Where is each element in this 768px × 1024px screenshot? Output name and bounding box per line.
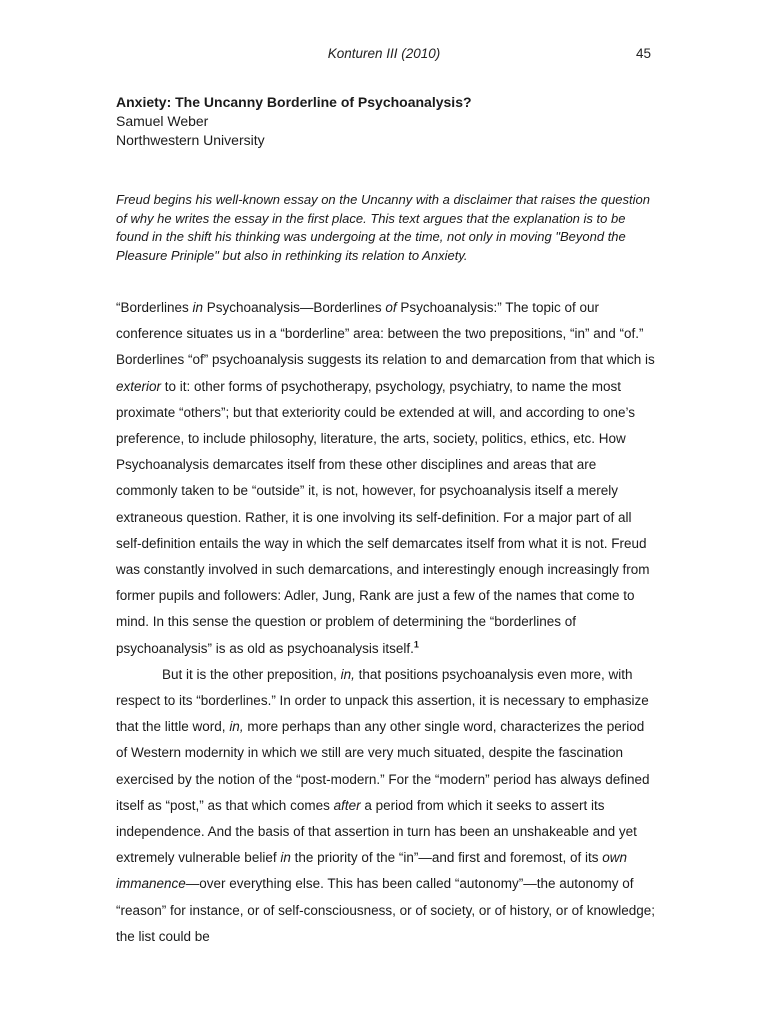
body-text bbox=[116, 295, 656, 950]
emphasis: of bbox=[385, 300, 397, 315]
emphasis: exterior bbox=[116, 378, 162, 394]
article-title: Anxiety: The Uncanny Borderline of Psychoanalysis? bbox=[116, 94, 472, 110]
emphasis: in bbox=[280, 850, 291, 866]
footnote-marker[interactable]: 1 bbox=[413, 639, 419, 650]
emphasis: after bbox=[333, 797, 361, 813]
paragraph-1-text: to it: other forms of psychotherapy, psychology, psychiatry, to name the most proximate “others”; but that exteriority could be extended at will, and according to one’s preference, to include philosophy, literature, the arts, society, politics, ethics, etc. How Psychoanalysis demarcates itself from these other disciplines and areas that are commonly taken to be “outside” it, is not, however, for psychoanalysis itself a merely extraneous question. Rather, it is one involving its self-definition. For a major part of all self-definition entails the way in which the self demarcates itself from what it is not. Freud was constantly involved in such demarcations, and interestingly enough increasingly from former pupils and followers: Adler, Jung, Rank are just a few of the names that come to mind. In this sense the question or problem of determining the “borderlines of psychoanalysis” is as old as psychoanalysis itself. bbox=[116, 378, 650, 656]
paragraph-1-text: “Borderlines bbox=[116, 300, 193, 315]
paragraph-1 bbox=[116, 295, 656, 662]
running-head: Konturen III (2010) bbox=[327, 46, 441, 61]
paragraph-2-text: that positions psychoanalysis even more, with respect to its “borderlines.” In order to unpack this assertion, it is necessary to emphasize that the little word, bbox=[116, 666, 649, 735]
author-name: Samuel Weber bbox=[116, 113, 209, 129]
paragraph-2 bbox=[116, 662, 656, 950]
paragraph-2-text: the priority of the “in”—and first and foremost, of its bbox=[290, 850, 603, 866]
emphasis: in, bbox=[229, 719, 244, 735]
paragraph-2-text: more perhaps than any other single word, characterizes the period of Western modernity in which we still are very much situated, despite the fascination exercised by the notion of the “post-modern.” For the “modern” period has always defined itself as “post,” as that which comes bbox=[116, 719, 650, 813]
title-block bbox=[116, 93, 656, 150]
abstract: Freud begins his well-known essay on the Uncanny with a disclaimer that raises the question of why he writes the essay in the first place. This text argues that the explanation is to be found in the shift his thinking was undergoing at the time, not only in moving "Beyond the Pleasure Priniple" but also in rethinking its relation to Anxiety. bbox=[116, 192, 650, 263]
emphasis: in bbox=[192, 300, 204, 315]
paragraph-2-text: But it is the other preposition, bbox=[162, 666, 341, 682]
paragraph-2-text: a period from which it seeks to assert its independence. And the basis of that assertion in turn has been an unshakeable and yet extremely vulnerable belief bbox=[116, 797, 637, 866]
paragraph-2-text: —over everything else. This has been called “autonomy”—the autonomy of “reason” for instance, or of self-consciousness, or of society, or of history, or of knowledge; the list could be bbox=[116, 876, 655, 944]
author-affiliation: Northwestern University bbox=[116, 132, 265, 148]
page-number: 45 bbox=[636, 46, 652, 61]
emphasis: in, bbox=[340, 666, 355, 682]
paragraph-1-text: Psychoanalysis:” The topic of our conference situates us in a “borderline” area: between the two prepositions, “in” and “of.” Borderlines “of” psychoanalysis suggests its relation to and demarcation from that which is bbox=[116, 300, 655, 368]
paragraph-1-text: Psychoanalysis—Borderlines bbox=[203, 300, 386, 315]
emphasis: own immanence bbox=[116, 850, 628, 892]
